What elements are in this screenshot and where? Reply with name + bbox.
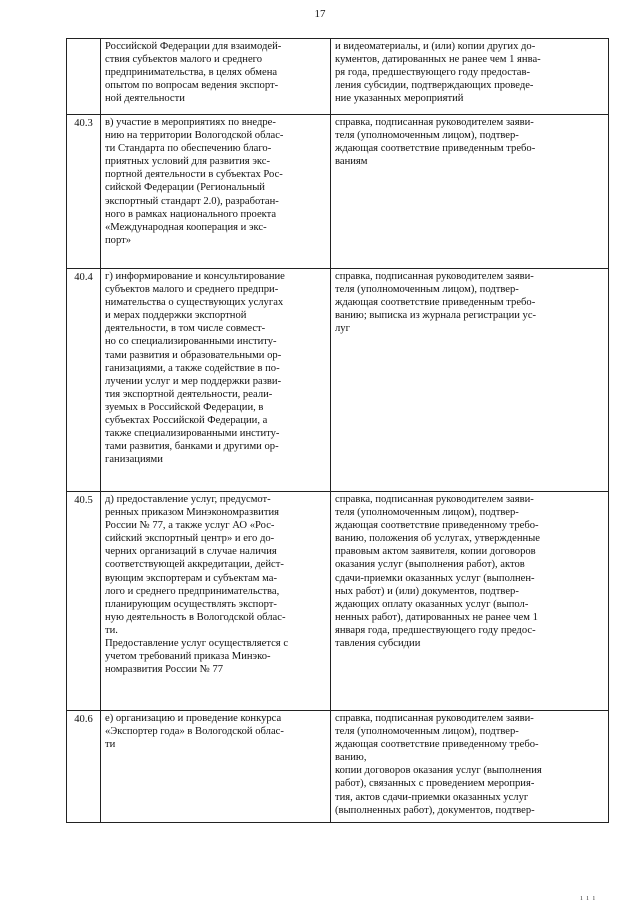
table-row	[67, 269, 609, 492]
row-description: г) информирование и консультирование субъектов малого и среднего предпри- нимательства о существующих услугах и мерах поддержки экспортной деятельности, в том числе совмест- но со специализированными институ- тами развития и образовательными ор- ганизациями, а также содействие в по- лучении услуг и мер поддержки разви- тия экспортной деятельности, реали- зуемых в Российской Федерации, в субъектах Российской Федерации, а также специализированными институ- тами развития, банками и другими ор- ганизациями	[101, 269, 331, 492]
row-number: 40.6	[67, 711, 101, 823]
row-number: 40.3	[67, 115, 101, 269]
page-number: 17	[314, 8, 326, 20]
row-documents: справка, подписанная руководителем заяви- теля (уполномоченным лицом), подтвер- ждающая соответствие приведенному требо- ванию, копии договоров оказания услуг (выполнения работ), связанных с проведением мероприя- тия, актов сдачи-приемки оказанных услуг (выполненных работ), документов, подтвер-	[331, 711, 609, 823]
row-documents: справка, подписанная руководителем заяви- теля (уполномоченным лицом), подтвер- ждающая соответствие приведенным требо- ваниям	[331, 115, 609, 269]
table-row	[67, 492, 609, 711]
footer-mark: ı ı ı	[580, 893, 596, 902]
row-description: Российской Федерации для взаимодей- ствия субъектов малого и среднего предпринимательства, в целях обмена опытом по вопросам ведения экспорт- ной деятельности	[101, 39, 331, 115]
requirements-table	[66, 38, 609, 823]
row-number	[67, 39, 101, 115]
row-number: 40.4	[67, 269, 101, 492]
row-number: 40.5	[67, 492, 101, 711]
row-description: д) предоставление услуг, предусмот- ренных приказом Минэкономразвития России № 77, а также услуг АО «Рос- сийский экспортный центр» и его до- черних организаций в случае наличия соответствующей аккредитации, дейст- вующим экспортерам и субъектам ма- лого и среднего предпринимательства, планирующим осуществлять экспорт- ную деятельность в Вологодской облас- ти. Предоставление услуг осуществляется с учетом требований приказа Минэко- номразвития России № 77	[101, 492, 331, 711]
table-row	[67, 115, 609, 269]
row-description: в) участие в мероприятиях по внедре- нию на территории Вологодской облас- ти Стандарта по обеспечению благо- приятных условий для развития экс- портной деятельности в субъектах Рос- сийской Федерации (Региональный экспортный стандарт 2.0), разработан- ного в рамках национального проекта «Международная кооперация и экс- порт»	[101, 115, 331, 269]
row-documents: справка, подписанная руководителем заяви- теля (уполномоченным лицом), подтвер- ждающая соответствие приведенным требо- ванию; выписка из журнала регистрации ус- луг	[331, 269, 609, 492]
row-documents: и видеоматериалы, и (или) копии других до- кументов, датированных не ранее чем 1 янва- ря года, предшествующего году предостав- ления субсидии, подтверждающих проведе- ние указанных мероприятий	[331, 39, 609, 115]
table-row	[67, 711, 609, 823]
row-documents: справка, подписанная руководителем заяви- теля (уполномоченным лицом), подтвер- ждающая соответствие приведенному требо- ванию, положения об услугах, утвержденные правовым актом заявителя, копии договоров оказания услуг (выполнения работ), актов сдачи-приемки оказанных услуг (выполнен- ных работ) и (или) документов, подтвер- ждающих оплату оказанных услуг (выпол- ненных работ), датированных не ранее чем 1 января года, предшествующего году предос- тавления субсидии	[331, 492, 609, 711]
row-description: е) организацию и проведение конкурса «Экспортер года» в Вологодской облас- ти	[101, 711, 331, 823]
table-row	[67, 39, 609, 115]
